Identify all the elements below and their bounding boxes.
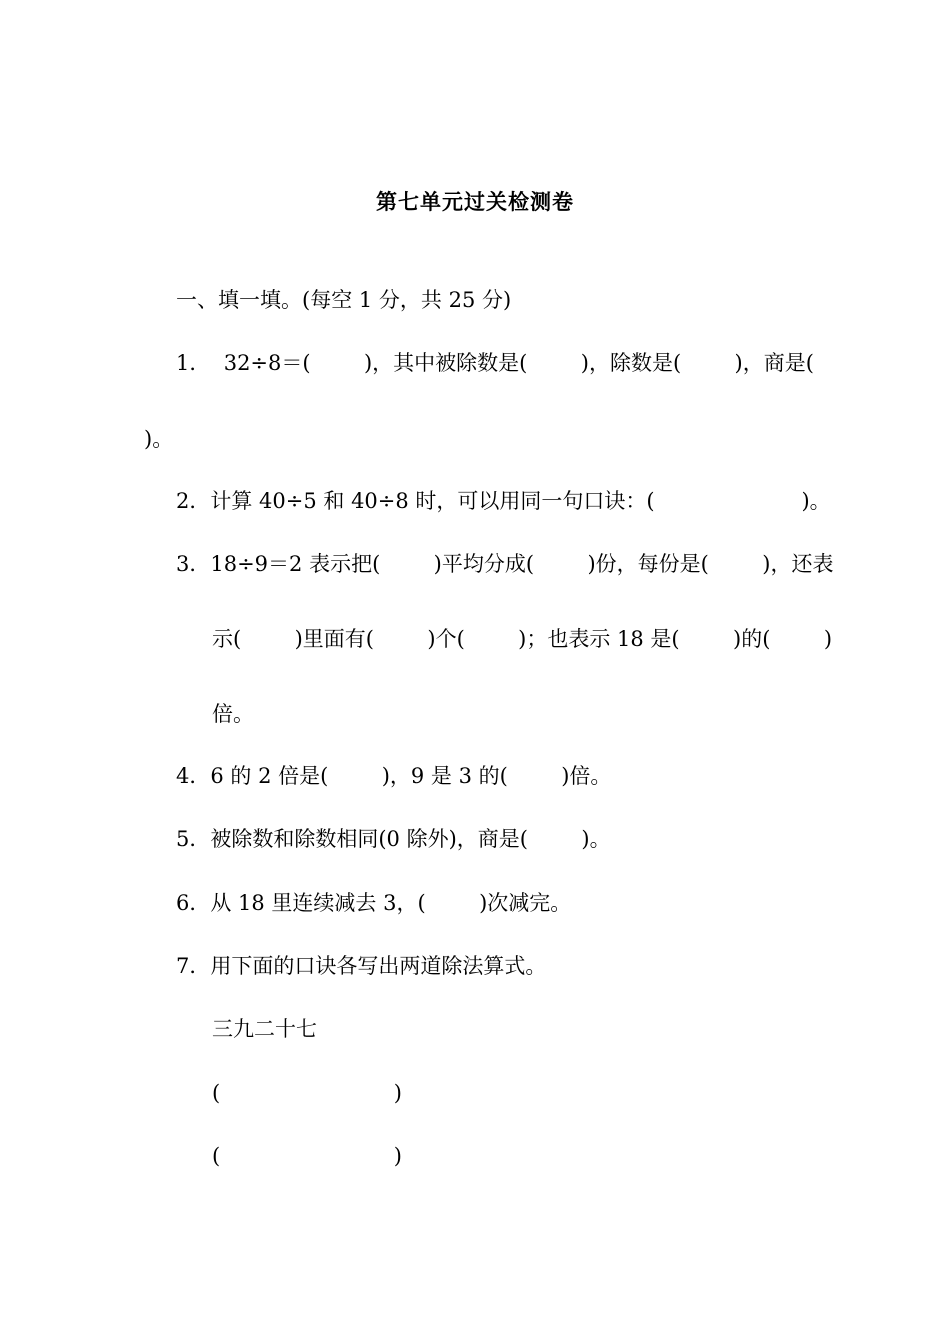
question-3-line-1: 3．18÷9＝2 表示把( )平均分成( )份，每份是( )，还表 (176, 552, 834, 576)
question-7-answer-2: ( ) (212, 1144, 402, 1168)
question-4-line-1: 4．6 的 2 倍是( )，9 是 3 的( )倍。 (176, 764, 612, 788)
page-title: 第七单元过关检测卷 (376, 189, 574, 214)
question-3-line-3: 倍。 (212, 702, 254, 726)
section-heading: 一、填一填。(每空 1 分，共 25 分) (176, 288, 512, 312)
question-2-line-1: 2．计算 40÷5 和 40÷8 时，可以用同一句口诀：( )。 (176, 489, 831, 513)
question-7-rhyme: 三九二十七 (212, 1017, 317, 1041)
question-3-line-2: 示( )里面有( )个( )；也表示 18 是( )的( ) (212, 627, 833, 651)
question-1-line-2: )。 (144, 427, 174, 451)
question-5-line-1: 5．被除数和除数相同(0 除外)，商是( )。 (176, 827, 611, 851)
question-1-line-1: 1． 32÷8＝( )，其中被除数是( )，除数是( )，商是( (176, 351, 814, 375)
question-7-line-1: 7．用下面的口诀各写出两道除法算式。 (176, 954, 547, 978)
question-7-answer-1: ( ) (212, 1081, 402, 1105)
question-6-line-1: 6．从 18 里连续减去 3，( )次减完。 (176, 891, 572, 915)
